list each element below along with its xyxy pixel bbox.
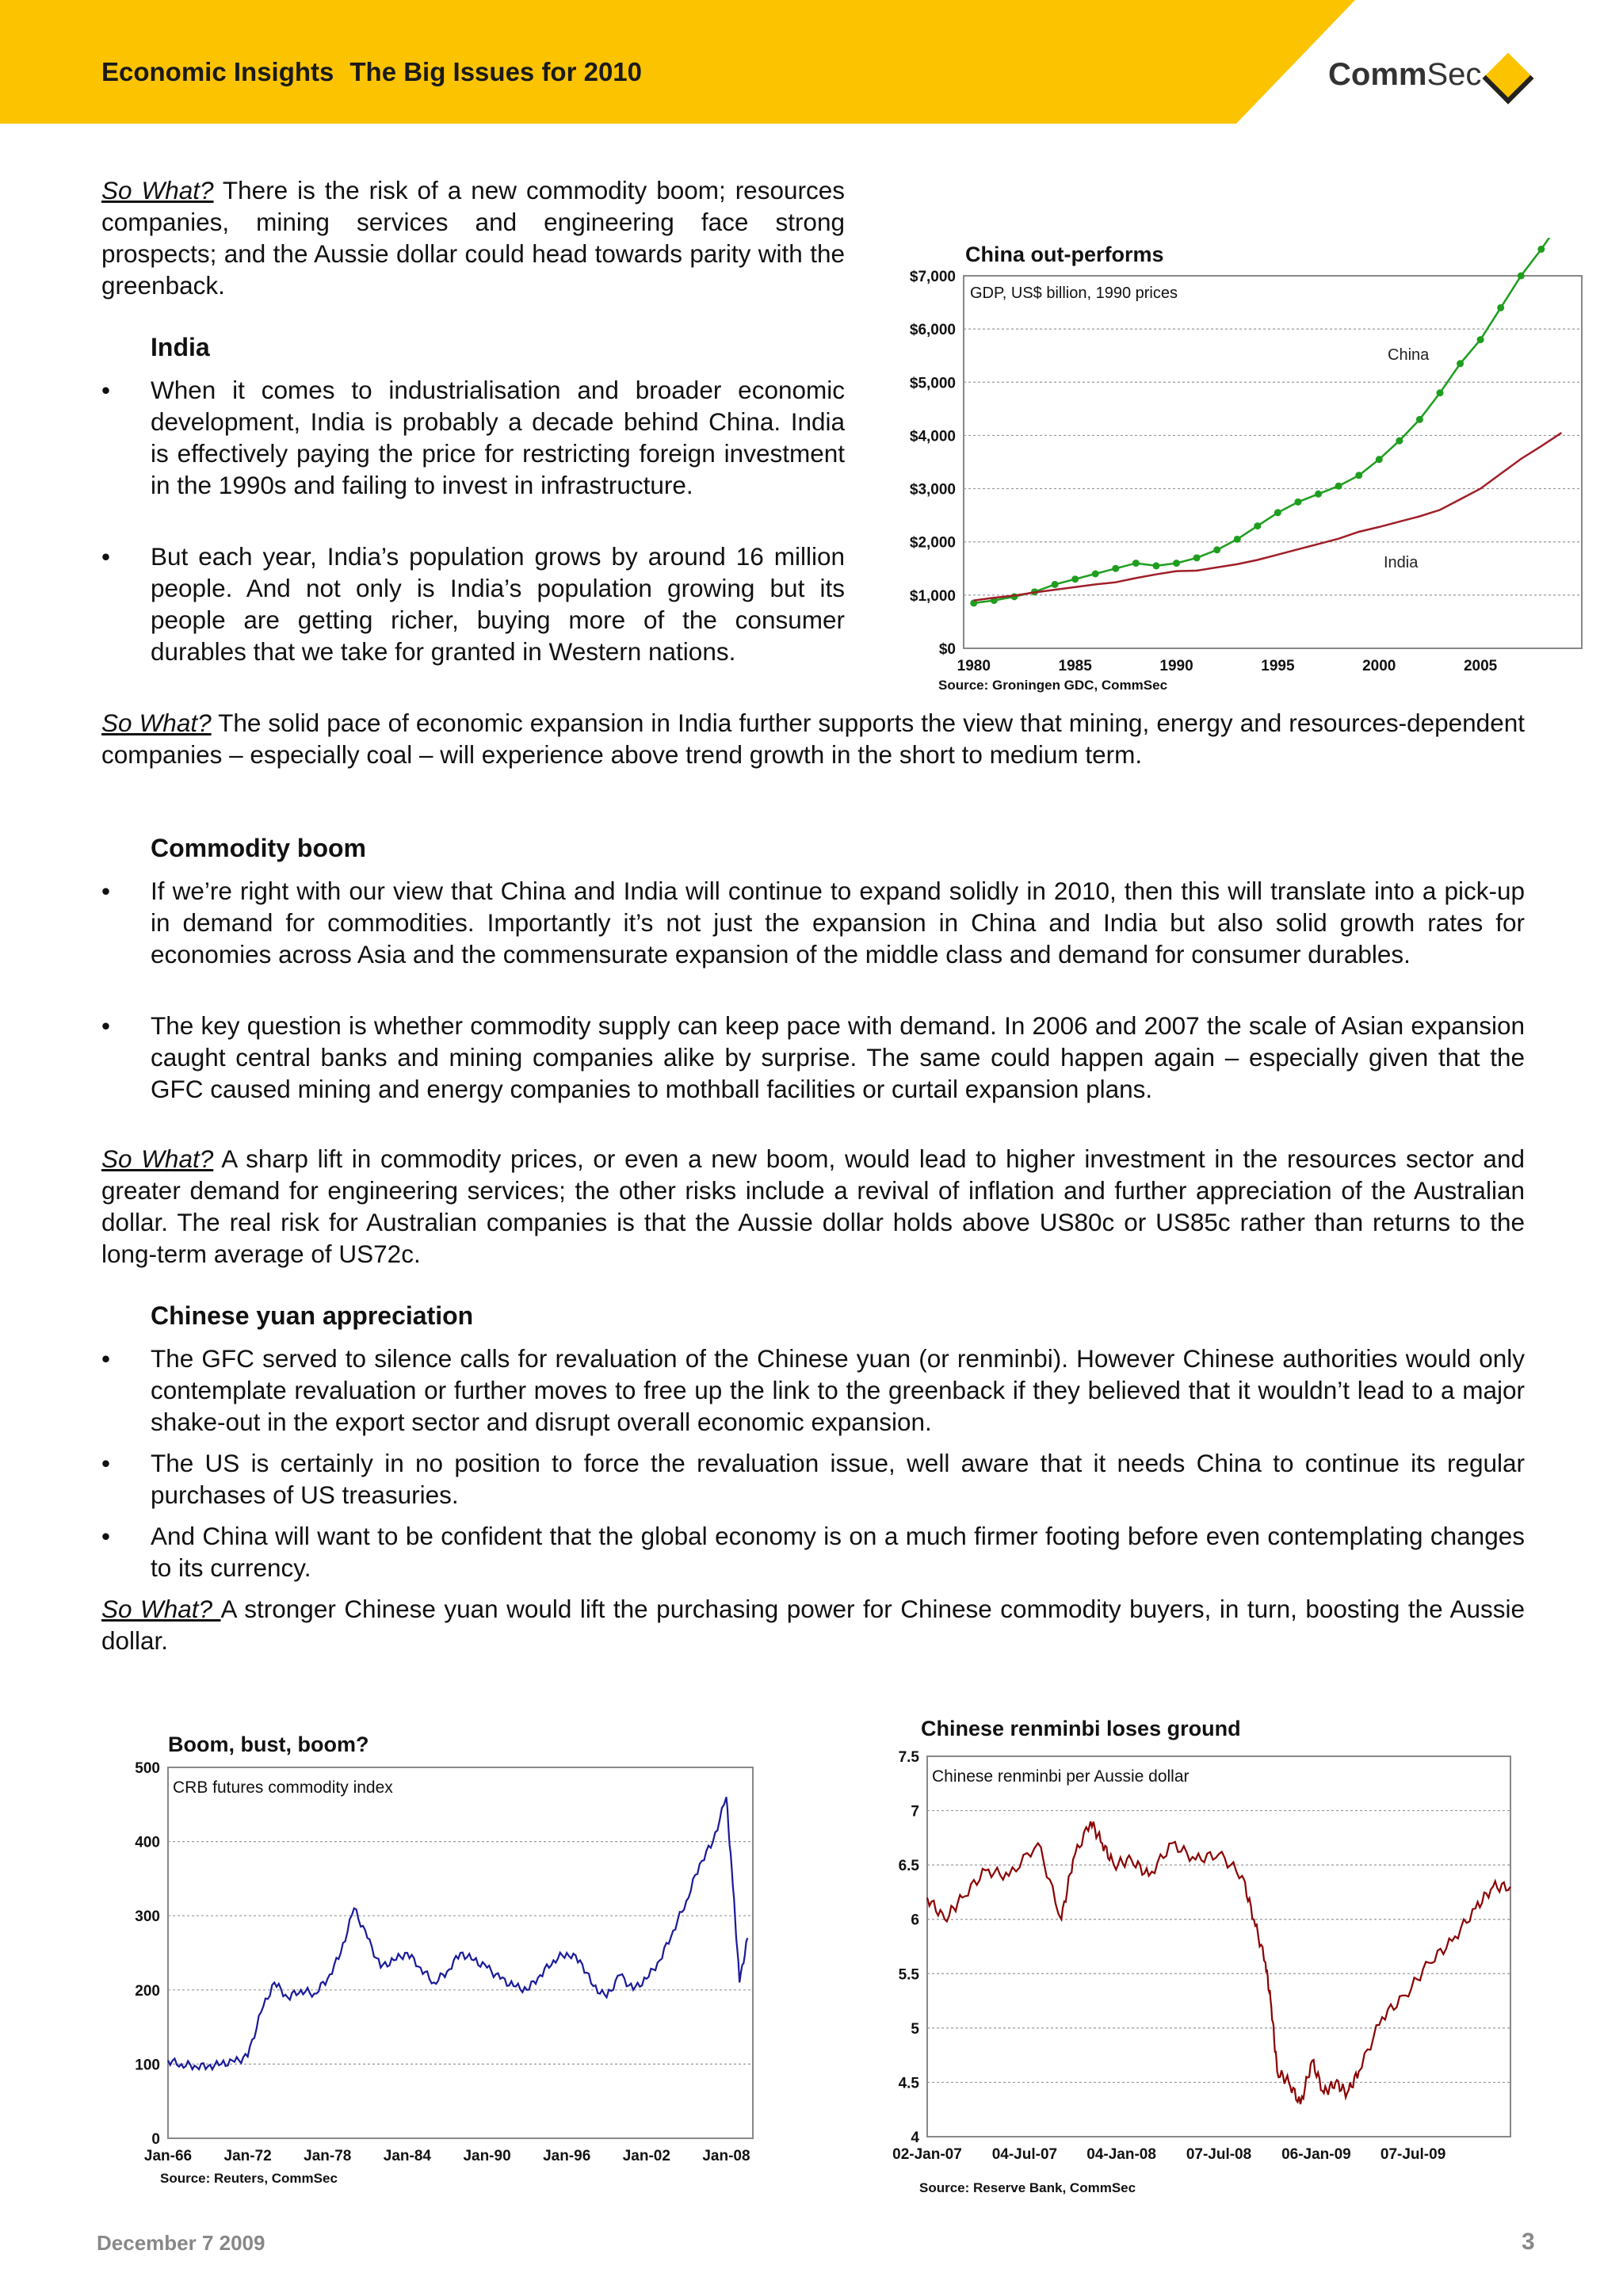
data-point xyxy=(1132,560,1140,567)
commodity-heading: Commodity boom xyxy=(151,834,366,862)
y-tick-label: 7 xyxy=(911,1803,919,1820)
data-point xyxy=(1537,246,1545,253)
data-point xyxy=(1518,273,1525,280)
y-tick-label: $1,000 xyxy=(909,587,956,605)
y-tick-label: 6.5 xyxy=(898,1858,919,1875)
y-tick-label: 4.5 xyxy=(898,2075,919,2092)
x-tick-label: Jan-84 xyxy=(383,2148,432,2164)
plot-area xyxy=(927,1756,1510,2137)
y-tick-label: 5 xyxy=(911,2020,919,2038)
data-point xyxy=(1213,546,1220,553)
data-point xyxy=(1254,522,1261,529)
data-point xyxy=(1052,581,1059,588)
data-point xyxy=(1173,560,1180,567)
page-header xyxy=(0,0,1623,124)
x-tick-label: Jan-02 xyxy=(622,2148,670,2164)
commodity-bullet-1-text: If we’re right with our view that China and India will continue to expand solidly in 2010, then this will translate into a pick-up in demand for commodities. Importantly it’s not just the expansion in China and India but also solid growth rates for economies across Asia and the commensurate expansion of the middle class and demand for consumer durables. xyxy=(151,877,1525,968)
x-tick-label: Jan-78 xyxy=(304,2148,352,2164)
chart-title: Boom, bust, boom? xyxy=(168,1733,369,1756)
y-tick-label: $7,000 xyxy=(909,269,956,285)
x-tick-label: 2005 xyxy=(1463,658,1498,674)
bullet-icon: • xyxy=(101,376,111,404)
bullet-icon: • xyxy=(101,542,111,571)
commodity-so-what: So What? xyxy=(101,1144,214,1173)
yuan-heading: Chinese yuan appreciation xyxy=(151,1301,474,1330)
y-tick-label: $5,000 xyxy=(909,375,956,392)
x-tick-label: 07-Jul-09 xyxy=(1380,2146,1446,2163)
data-point xyxy=(1416,416,1423,423)
y-tick-label: $2,000 xyxy=(909,534,956,552)
chart-subtitle: CRB futures commodity index xyxy=(173,1778,393,1797)
y-tick-label: 4 xyxy=(911,2130,919,2146)
x-tick-label: 2000 xyxy=(1362,658,1396,674)
y-tick-label: 300 xyxy=(135,1908,160,1926)
data-point xyxy=(1152,562,1159,569)
y-tick-label: 500 xyxy=(135,1760,160,1777)
data-point xyxy=(1477,336,1484,343)
data-point xyxy=(1294,499,1301,506)
x-tick-label: 1980 xyxy=(957,658,991,674)
y-tick-label: $3,000 xyxy=(909,481,956,499)
crb-index-chart xyxy=(111,1728,769,2195)
bullet-icon: • xyxy=(101,1011,111,1040)
intro-text: There is the risk of a new commodity boom; resources companies, mining services and engineering face strong prospects; and the Aussie dollar could head towards parity with the greenback. xyxy=(101,176,845,300)
plot-area xyxy=(964,276,1582,648)
y-tick-label: $0 xyxy=(938,641,956,658)
logo-text-bold: Comm xyxy=(1328,57,1427,92)
india-bullet-1-text: When it comes to industrialisation and broader economic development, India is probably a decade behind China. India is effectively paying the price for restricting foreign investment in the 1990s and failing to invest in infrastructure. xyxy=(151,376,845,499)
chart-source: Source: Reuters, CommSec xyxy=(160,2171,338,2186)
intro-so-what: So What? xyxy=(101,176,214,204)
yuan-so-what-text: A stronger Chinese yuan would lift the purchasing power for Chinese commodity buyers, in turn, boosting the Aussie dollar. xyxy=(101,1595,1525,1655)
y-tick-label: 0 xyxy=(151,2131,160,2148)
yuan-so-what-paragraph xyxy=(101,1593,1525,1656)
chart-subtitle: GDP, US$ billion, 1990 prices xyxy=(970,285,1178,302)
data-point xyxy=(1112,565,1119,572)
commsec-logo xyxy=(1328,57,1481,93)
china-gdp-chart xyxy=(880,238,1593,705)
x-tick-label: Jan-96 xyxy=(543,2148,591,2164)
data-point xyxy=(1193,554,1201,561)
legend-india: India xyxy=(1384,554,1419,571)
y-tick-label: 6 xyxy=(911,1912,919,1929)
y-tick-label: 5.5 xyxy=(898,1966,919,1984)
renminbi-chart xyxy=(872,1712,1601,2199)
y-tick-label: 400 xyxy=(135,1834,160,1851)
x-tick-label: Jan-66 xyxy=(143,2148,193,2164)
chart-title: Chinese renminbi loses ground xyxy=(921,1717,1241,1740)
commodity-so-what-paragraph xyxy=(101,1143,1525,1270)
x-tick-label: Jan-08 xyxy=(702,2148,750,2164)
page-number: 3 xyxy=(1522,2229,1535,2255)
data-point xyxy=(1497,304,1504,311)
x-tick-label: 1985 xyxy=(1058,658,1092,674)
data-point xyxy=(1274,509,1281,516)
legend-china: China xyxy=(1388,346,1430,364)
yuan-bullet-2-text: The US is certainly in no position to force the revaluation issue, well aware that it needs China to continue its regular purchases of US treasuries. xyxy=(151,1449,1525,1509)
india-so-what-paragraph xyxy=(101,707,1525,770)
x-tick-label: 06-Jan-09 xyxy=(1281,2146,1351,2163)
india-so-what-text: The solid pace of economic expansion in India further supports the view that mining, energy and resources-dependent companies – especially coal – will experience above trend growth in the short to medium term. xyxy=(101,709,1525,769)
x-tick-label: 1995 xyxy=(1261,658,1295,674)
y-tick-label: 7.5 xyxy=(898,1749,919,1766)
y-tick-label: $4,000 xyxy=(909,428,956,445)
bullet-icon: • xyxy=(101,1449,111,1477)
india-bullet-1 xyxy=(101,374,845,533)
yuan-bullet-3-text: And China will want to be confident that the global economy is on a much firmer footing before even contemplating changes to its currency. xyxy=(151,1522,1525,1582)
data-point xyxy=(1335,483,1342,490)
yuan-bullet-1-text: The GFC served to silence calls for revaluation of the Chinese yuan (or renminbi). However Chinese authorities would only contemplate revaluation or further moves to free up the link to the greenback if they believed that it wouldn’t lead to a major shake-out in the export sector and disrupt overall economic expansion. xyxy=(151,1344,1525,1436)
x-tick-label: 1990 xyxy=(1159,658,1193,674)
india-bullet-2-text: But each year, India’s population grows by around 16 million people. And not only is India’s population growing but its people are getting richer, buying more of the consumer durables that we take for granted in Western nations. xyxy=(151,542,845,666)
data-point xyxy=(1071,575,1079,583)
commodity-bullet-2-text: The key question is whether commodity supply can keep pace with demand. In 2006 and 2007 the scale of Asian expansion caught central banks and mining companies alike by surprise. The same could happen again – especially given that the GFC caused mining and energy companies to mothball facilities or curtail expansion plans. xyxy=(151,1011,1525,1103)
y-tick-label: $6,000 xyxy=(909,322,956,339)
commodity-so-what-text: A sharp lift in commodity prices, or even a new boom, would lead to higher investment in the resources sector and greater demand for engineering services; the other risks include a revival of inflation and further appreciation of the Australian dollar. The real risk for Australian companies is that the Aussie dollar holds above US80c or US85c rather than returns to the long-term average of US72c. xyxy=(101,1144,1525,1268)
bullet-icon: • xyxy=(101,877,111,905)
y-tick-label: 200 xyxy=(135,1982,160,2000)
chart-source: Source: Groningen GDC, CommSec xyxy=(938,678,1168,693)
bullet-icon: • xyxy=(101,1344,111,1373)
india-heading: India xyxy=(151,333,210,361)
data-point xyxy=(1234,536,1241,543)
report-subtitle: The Big Issues for 2010 xyxy=(349,57,643,86)
header-title xyxy=(101,57,642,87)
chart-subtitle: Chinese renminbi per Aussie dollar xyxy=(932,1767,1190,1786)
data-point xyxy=(1376,456,1383,463)
logo-text-rest: Sec xyxy=(1426,57,1482,92)
data-point xyxy=(1092,571,1099,578)
x-tick-label: Jan-72 xyxy=(223,2148,272,2164)
report-series: Economic Insights xyxy=(101,57,334,86)
bullet-icon: • xyxy=(101,1522,111,1550)
data-point xyxy=(1436,389,1443,396)
intro-paragraph xyxy=(101,174,845,301)
x-tick-label: 02-Jan-07 xyxy=(892,2146,962,2163)
data-point xyxy=(1355,472,1362,479)
footer-date: December 7 2009 xyxy=(97,2231,265,2255)
yuan-so-what: So What? xyxy=(101,1595,221,1623)
x-tick-label: 07-Jul-08 xyxy=(1186,2146,1252,2163)
chart-title: China out-performs xyxy=(965,243,1164,266)
data-point xyxy=(1315,491,1322,498)
x-tick-label: 04-Jan-08 xyxy=(1086,2146,1156,2163)
y-tick-label: 100 xyxy=(135,2057,160,2074)
logo-diamond-icon xyxy=(1482,52,1533,104)
india-so-what: So What? xyxy=(101,709,212,737)
chart-source: Source: Reserve Bank, CommSec xyxy=(919,2180,1136,2195)
data-point xyxy=(1396,437,1403,445)
data-point xyxy=(1457,360,1464,367)
india-bullet-2 xyxy=(101,541,845,699)
x-tick-label: Jan-90 xyxy=(463,2148,511,2164)
x-tick-label: 04-Jul-07 xyxy=(991,2146,1058,2163)
